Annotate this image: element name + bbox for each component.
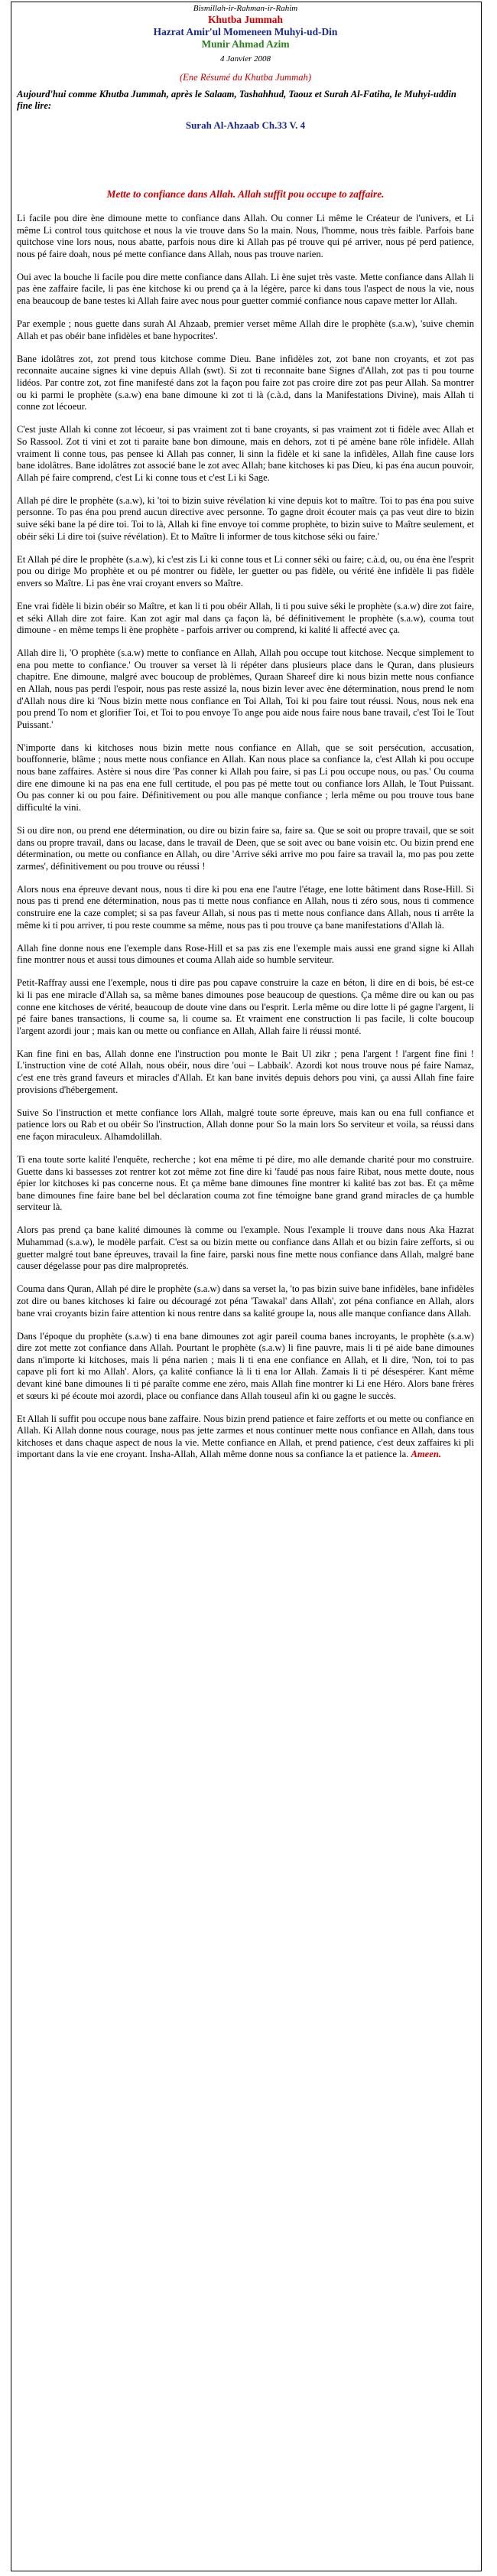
bismillah: Bismillah-ir-Rahman-ir-Rahim: [193, 4, 298, 13]
paragraph: Li facile pou dire ène dimoune mette to confiance dans Allah. Ou conner Li même le Créateur de l'univers, et Li même Li control tous quitchose et nous la vie trouve dans So la main. Nous, l'homme, nous très faible. Parfois bane quitchose vine lors nous, nous abatte, parfois nous dire ki Allah pas pé trouve qui pé arriver, nous pé perd patience, nous pé faire doah, nous pé mette confiance dans Allah, nous pas trouve narien.: [17, 213, 474, 259]
closing-ameen: Ameen.: [411, 1449, 441, 1460]
paragraph: Et Allah pé dire le prophète (s.a.w), ki c'est zis Li ki conne tous et Li conner séki ou faire; c.à.d, ou, ou éna ène l'esprit pou ou dirige Mo prophète et ou pé montrer ou fidèle, ler guetter ou pas fidèle, ou vérité ène infidèle li pas fidèle envers so Maître. Li pas ène vrai croyant envers so Maître.: [17, 553, 474, 589]
resume-note: (Ene Résumé du Khutba Jummah): [179, 72, 312, 83]
paragraph: Bane idolâtres zot, zot prend tous kitchose comme Dieu. Bane infidèles zot, zot bane non croyants, et zot pas reconnaite aucaine signes ki vine depuis Allah (swt). Si zot ti reconnaite bane Signes d'Allah, zot pas ti pou tourne lidéos. Par contre zot, zot fine manifesté dans zot la façon pou faire zot pas croire dire zot pas peur Allah. Sa montrer ou ki parmi le prophète (s.a.w) ena bane dimoune ki zot ti là (c.à.d, dans la Manifestations Divine), mais Allah ti conne zot lécoeur.: [17, 353, 474, 412]
paragraph: Alors nous ena épreuve devant nous, nous ti dire ki pou ena ene l'autre l'étage, ene lotte bâtiment dans Rose-Hill. Si nous pas ti prend ene détermination, nous pas ti mette nous confiance en Allah, nous ti zéro sous, nous ti commence construire ene la caze complet; si sa pas faveur Allah, si nous pas ti mette nous confiance dans Allah, nous ti arrête la même ki ti pou arriver, ti pou reste coumme sa même, nous pas ti pou trouve ça bane manifestations d'Allah là.: [17, 883, 474, 931]
speaker-name: Munir Ahmad Azim: [201, 38, 290, 50]
paragraph: N'importe dans ki kitchoses nous bizin mette nous confiance en Allah, que se soit persécution, accusation, bouffonnerie, blâme ; nous mette nous confiance en Allah. Kan nous place sa confiance la, c'est Allah ki pou occupe nous bane zaffaires. Astère si nous dire 'Pas conner ki Allah pou faire, si pas Li pou occupe nous, ou pas.' Ou couma dire ene dimoune ki na pas ena ene full certitude, el pou pas pé mette tout ou confiance lors Allah, le Tout Puissant. Ou pas conner ki ou pou faire. Définitivement ou pou alle manque confiance ; lerla même ou pou trouve tous bane difficulté la vini.: [17, 742, 474, 813]
paragraph: Petit-Raffray aussi ene l'exemple, nous ti dire pas pou capave construire la caze en béton, li dire en di bois, bé est-ce ki li pas ene miracle d'Allah sa, sa même banes dimounes pose beaucoup de questions. Ça même dire ou kan ou pas conne ene kitchoses de vérité, beaucoup de doute vine dans ou l'esprit. Lerla même ou dire lotte li pé gagne l'argent, li pé faire banes transactions, li coume sa, li coume sa. Et vraiment ene construction li pas facile, li colte boucoup l'argent azordi jour ; mais kan ou mette ou confiance en Allah, Allah faire li réussi monté.: [17, 977, 474, 1036]
paragraph: Ene vrai fidèle li bizin obéir so Maître, et kan li ti pou obéir Allah, li ti pou suive séki le prophète (s.a.w) dire zot faire, et séki Allah dire zot faire. Kan zot agir mal dans ça façon là, bé définitivement le prophète (s.a.w), couma tout dimoune - en même temps li ène prophète - parfois arriver ou comprend, ki kalité li affecté avec ça.: [17, 600, 474, 636]
sermon-title: Mette to confiance dans Allah. Allah suffit pou occupe to zaffaire.: [106, 188, 385, 200]
paragraph: Couma dans Quran, Allah pé dire le prophète (s.a.w) dans sa verset la, 'to pas bizin suive bane infidèles, bane infidèles zot dire ou banes kitchoses ki faire ou découragé zot péna 'Tawakal' dans Allah', zot péna confiance en Allah, alors bane vrai croyants bizin faire attention ki nous rentre dans sa kalité groupe la, nous alle manque confiance dans Allah.: [17, 1283, 474, 1319]
paragraph: Dans l'époque du prophète (s.a.w) ti ena bane dimounes zot agir pareil couma banes incroyants, le prophète (s.a.w) dire zot mette zot confiance dans Allah. Pourtant le prophète (s.a.w) li fine pauvre, mais li ti pé aide bane dimounes dans n'importe ki kitchoses, mais li péna narien ; mais li ti ena ene confiance en Allah, et li dire, 'Non, toi to pas capave pli fort ki mo Allah'. Alors, ça kalité confiance là li ti ena lor Allah. Zamais li ti pé désespérer. Kant même devant kiné bane dimounes li ti pé paraîte comme ene zéro, mais Allah fine montrer ki Li ene Héro. Alors bane frères et sœurs ki pé écoute moi azordi, place ou confiance dans Allah touseul afin ki ou gagne le succès.: [17, 1330, 474, 1401]
paragraph: Oui avec la bouche li facile pou dire mette confiance dans Allah. Li ène sujet très vaste. Mette confiance dans Allah li pas ène zaffaire facile, li pas ène kitchose ki ou prend ça à la légère, parce ki dans tous l'aspect de nous la vie, nous ena beaucoup de bane testes ki Allah faire avec nous pour guetter commié confiance nous capave metter lor Allah.: [17, 271, 474, 307]
header: [17, 3, 474, 83]
paragraph: C'est juste Allah ki conne zot lécoeur, si pas vraiment zot ti bane croyants, si pas vraiment zot ti fidèle avec Allah et So Rassool. Zot ti vini et zot ti paraite bane bon dimoune, mais en dehors, zot ti pé amène bane rôle infidèle. Allah vraiment li conne tous, pas pensee ki Allah pas conner, li sinn la fidèle et ki sane la infidèles, Allah fine cause lors bane idolâtres. Bane idolâtres zot associé bane le zot avec Allah; bane kitchoses ki pas Dieu, ki pas éna aucun pouvoir, Allah pé faire comprend, c'est Li ki conne tous et c'est Li ki Sage.: [17, 424, 474, 483]
paragraph: Allah pé dire le prophète (s.a.w), ki 'toi to bizin suive révélation ki vine depuis kot to maître. Toi to pas éna pou suive personne. To pas éna pou prend aucun directive avec personne. To gagne droit écouter mais ça pas veut dire to bizin suive séki bane la pé dire toi. Toi to là, Allah ki fine envoye toi comme prophète, to bizin suive to Maître seulement, et obéir séki Li dire toi (suive révélation). Et to Maître li informer de tous kitchose séki ou faire.': [17, 494, 474, 542]
paragraph: Alors pas prend ça bane kalité dimounes là comme ou l'example. Nous l'example li trouve dans nous Aka Hazrat Muhammad (s.a.w), le modèle parfait. C'est sa ou bizin mette ou confiance dans Allah et ou bizin faire zefforts, si ou guetter malgré tout bane épreuves, travail la fine faire, parski nous fine mette nous confiance dans Allah, malgré bane causer dégelasse pour pas dire malpropretés.: [17, 1224, 474, 1272]
paragraph: Si ou dire non, ou prend ene détermination, ou dire ou bizin faire sa, faire sa. Que se soit ou propre travail, que se soit dans ou propre travail, dans ou lacase, dans le travail de Deen, que se soit avec ou bane voisin etc. Ou bizin prend ene détermination, ou mette ou confiance en Allah, ou dire 'Arrive séki arrive mo pou faire sa travail la, mo pas pou zette zarmes', définitivement ou pou trouve ou réussi !: [17, 824, 474, 872]
date: 4 Janvier 2008: [220, 54, 271, 64]
paragraph: Ti ena toute sorte kalité l'enquête, recherche ; kot ena même ti pé dire, mo alle demande charité pour mo construire. Guette dans ki bassesses zot rentrer kot zot même zot fine dire ki 'faudé pas nous faire Ribat, nous mette doute, nous épier lor kitchoses ki pas concerne nous. Et ça même bane dimounes fine montrer ki kalité bas zot bas. Et ça même bane dimounes fine faire bane bel bel déclaration couma zot fine témoigne bane grand grand miracles de ça humble serviteur là.: [17, 1154, 474, 1213]
paragraph: Kan fine fini en bas, Allah donne ene l'instruction pou monte le Bait Ul zikr ; pena l'argent ! l'argent fine fini ! L'instruction vine de coté Allah, nous obéir, nous dire 'oui – Labbaik'. Azordi kot nous trouve nous pé faire Namaz, c'est ene très grand faveurs et miracles d'Allah. Et kan bane invités depuis dehors pou vini, ça aussi Allah fine faire provisions d'hébergement.: [17, 1048, 474, 1095]
paragraph: Suive So l'instruction et mette confiance lors Allah, malgré toute sorte épreuve, mais kan ou ena full confiance et patience lors ou Rab et ou obéir So l'instruction, Allah donne pour So la main lors So serviteur et voila, sa réussi dans ene façon miraculeux. Alhamdolillah.: [17, 1107, 474, 1142]
intro-text: Aujourd'hui comme Khutba Jummah, après le Salaam, Tashahhud, Taouz et Surah Al-Fatiha, le Muhyi-uddin fine lire:: [17, 89, 456, 111]
surah-reference: Surah Al-Ahzaab Ch.33 V. 4: [185, 119, 306, 131]
final-paragraph: [17, 1414, 474, 1461]
speaker-title: Hazrat Amir'ul Momeneen Muhyi-ud-Din: [153, 26, 338, 37]
paragraph: Allah fine donne nous ene l'exemple dans Rose-Hill et sa pas zis ene l'exemple mais aussi ene grand signe ki Allah fine montrer nous et aussi tous dimounes et couma Allah aide so humble serviteur.: [17, 942, 474, 966]
final-paragraph-text: Et Allah li suffit pou occupe nous bane zaffaire. Nous bizin prend patience et faire zefforts et ou mette ou confiance en Allah. Ki Allah donne nous courage, nous pas jette zarmes et nous continuer mette nous confiance en Allah, dans tous kitchoses et dans chaque aspect de nous la vie. Mette confiance en Allah, et prend patience, c'est deux zaffaires ki pli important dans la vie ene croyant. Insha-Allah, Allah même donne nous sa confiance la et patience la.: [17, 1413, 474, 1460]
paragraph: Allah dire li, 'O prophète (s.a.w) mette to confiance en Allah, Allah pou occupe tout kitchose. Necque simplement to ena pou mette to confiance.' Ou trouver sa verset là li répéter dans plusieurs place dans le Quran, dans plusieurs chapitre. Ene dimoune, malgré avec boucoup de problèmes, Quraan Shareef dire ki nous bizin mette nous confiance en Allah, nous pas perdi l'espoir, nous pas reste assizé la, nous bizin lever avec ène détermination, nous prend le nom d'Allah nous dire ki 'Nous bizin mette nous confiance en Toi Allah, Toi ki pou faire tout réussi. Nous, nous nek ena pou prend To nom et glorifier Toi, et Toi to pou envoye To ange pou aide nous faire nous bane travail, c'est Toi le Tout Puissant.': [17, 647, 474, 730]
khutba-title: Khutba Jummah: [208, 14, 283, 25]
paragraph: Par exemple ; nous guette dans surah Al Ahzaab, premier verset même Allah dire le prophète (s.a.w), 'suive chemin Allah et pas obéir bane infidèles et bane hypocrites'.: [17, 318, 474, 341]
sermon-body: [17, 213, 474, 1461]
document-page: [11, 2, 482, 2571]
